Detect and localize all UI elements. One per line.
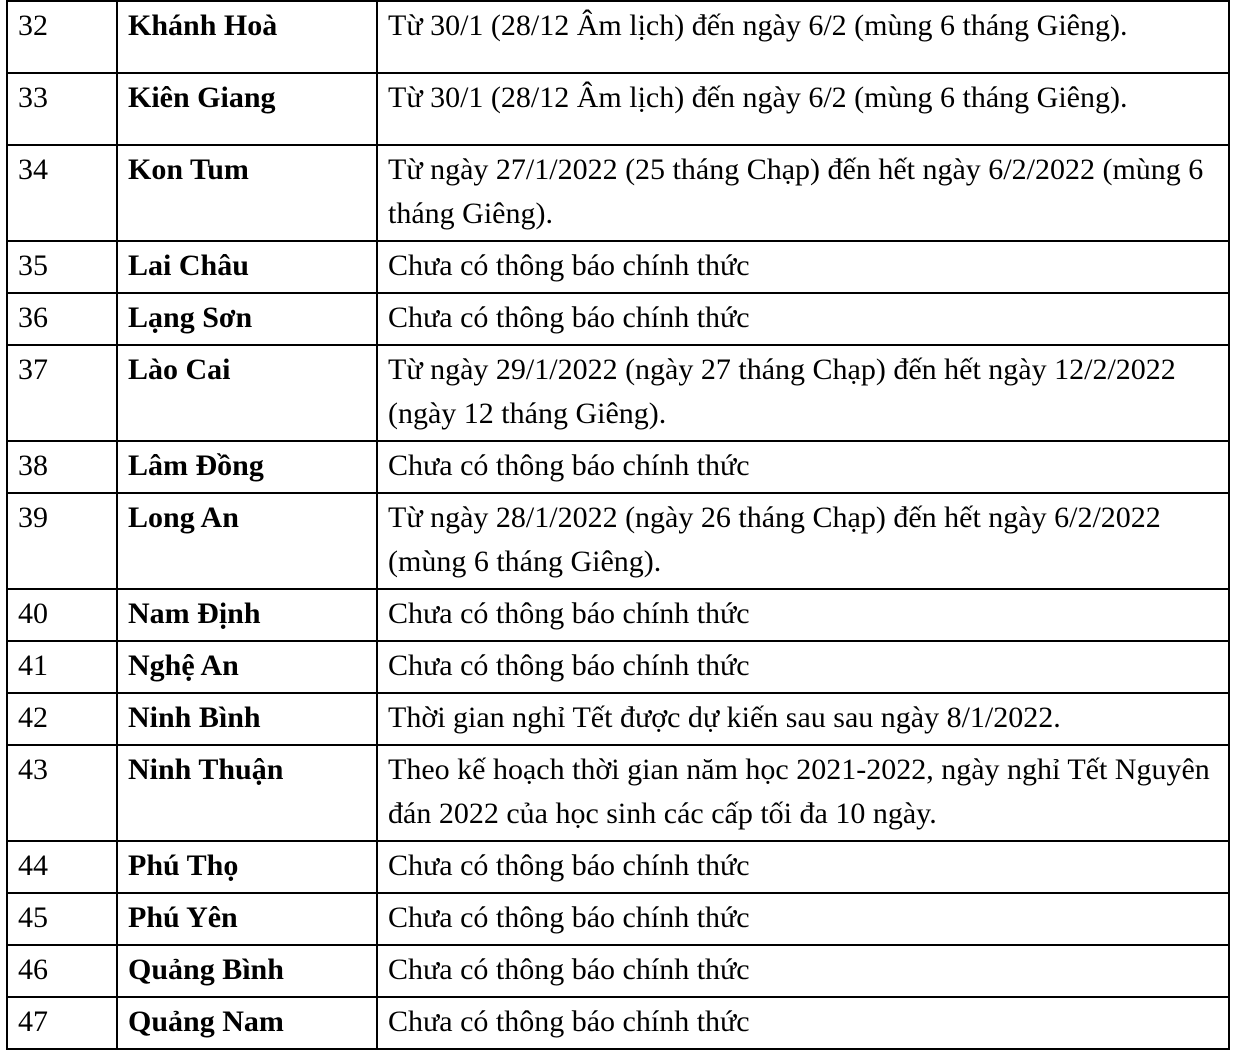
- table-row: [7, 893, 1229, 945]
- row-number: 45: [7, 893, 117, 945]
- row-number: 40: [7, 589, 117, 641]
- holiday-schedule: Thời gian nghỉ Tết được dự kiến sau sau ngày 8/1/2022.: [377, 693, 1229, 745]
- province-name: Phú Yên: [117, 893, 377, 945]
- table-row: [7, 241, 1229, 293]
- holiday-schedule: Chưa có thông báo chính thức: [377, 945, 1229, 997]
- row-number: 41: [7, 641, 117, 693]
- province-name: Quảng Nam: [117, 997, 377, 1049]
- holiday-schedule-table: [6, 0, 1230, 1050]
- row-number: 33: [7, 73, 117, 145]
- holiday-schedule: Chưa có thông báo chính thức: [377, 997, 1229, 1049]
- table-row: [7, 745, 1229, 841]
- table-row: [7, 641, 1229, 693]
- table-row: [7, 293, 1229, 345]
- province-name: Quảng Bình: [117, 945, 377, 997]
- province-name: Khánh Hoà: [117, 1, 377, 73]
- row-number: 42: [7, 693, 117, 745]
- table-row: [7, 841, 1229, 893]
- holiday-schedule: Chưa có thông báo chính thức: [377, 841, 1229, 893]
- row-number: 36: [7, 293, 117, 345]
- row-number: 38: [7, 441, 117, 493]
- holiday-schedule: Từ 30/1 (28/12 Âm lịch) đến ngày 6/2 (mùng 6 tháng Giêng).: [377, 73, 1229, 145]
- holiday-schedule: Từ ngày 28/1/2022 (ngày 26 tháng Chạp) đến hết ngày 6/2/2022 (mùng 6 tháng Giêng).: [377, 493, 1229, 589]
- row-number: 39: [7, 493, 117, 589]
- province-name: Lạng Sơn: [117, 293, 377, 345]
- row-number: 32: [7, 1, 117, 73]
- row-number: 37: [7, 345, 117, 441]
- province-name: Ninh Bình: [117, 693, 377, 745]
- holiday-schedule: Chưa có thông báo chính thức: [377, 589, 1229, 641]
- holiday-schedule: Chưa có thông báo chính thức: [377, 241, 1229, 293]
- holiday-schedule: Chưa có thông báo chính thức: [377, 641, 1229, 693]
- row-number: 44: [7, 841, 117, 893]
- table-row: [7, 693, 1229, 745]
- province-name: Lào Cai: [117, 345, 377, 441]
- row-number: 46: [7, 945, 117, 997]
- table-row: [7, 589, 1229, 641]
- province-name: Nam Định: [117, 589, 377, 641]
- holiday-schedule: Từ 30/1 (28/12 Âm lịch) đến ngày 6/2 (mùng 6 tháng Giêng).: [377, 1, 1229, 73]
- holiday-schedule: Chưa có thông báo chính thức: [377, 293, 1229, 345]
- table-row: [7, 1, 1229, 73]
- table-row: [7, 441, 1229, 493]
- province-name: Lai Châu: [117, 241, 377, 293]
- table-body: [7, 1, 1229, 1049]
- holiday-schedule: Chưa có thông báo chính thức: [377, 441, 1229, 493]
- holiday-schedule: Từ ngày 27/1/2022 (25 tháng Chạp) đến hết ngày 6/2/2022 (mùng 6 tháng Giêng).: [377, 145, 1229, 241]
- province-name: Phú Thọ: [117, 841, 377, 893]
- province-name: Kiên Giang: [117, 73, 377, 145]
- holiday-schedule: Theo kế hoạch thời gian năm học 2021-2022, ngày nghỉ Tết Nguyên đán 2022 của học sinh các cấp tối đa 10 ngày.: [377, 745, 1229, 841]
- table-row: [7, 73, 1229, 145]
- row-number: 43: [7, 745, 117, 841]
- row-number: 47: [7, 997, 117, 1049]
- holiday-schedule: Từ ngày 29/1/2022 (ngày 27 tháng Chạp) đến hết ngày 12/2/2022 (ngày 12 tháng Giêng).: [377, 345, 1229, 441]
- province-name: Nghệ An: [117, 641, 377, 693]
- province-name: Lâm Đồng: [117, 441, 377, 493]
- table-row: [7, 997, 1229, 1049]
- table-row: [7, 145, 1229, 241]
- row-number: 34: [7, 145, 117, 241]
- table-row: [7, 945, 1229, 997]
- row-number: 35: [7, 241, 117, 293]
- table-row: [7, 493, 1229, 589]
- province-name: Long An: [117, 493, 377, 589]
- province-name: Kon Tum: [117, 145, 377, 241]
- holiday-schedule: Chưa có thông báo chính thức: [377, 893, 1229, 945]
- table-row: [7, 345, 1229, 441]
- province-name: Ninh Thuận: [117, 745, 377, 841]
